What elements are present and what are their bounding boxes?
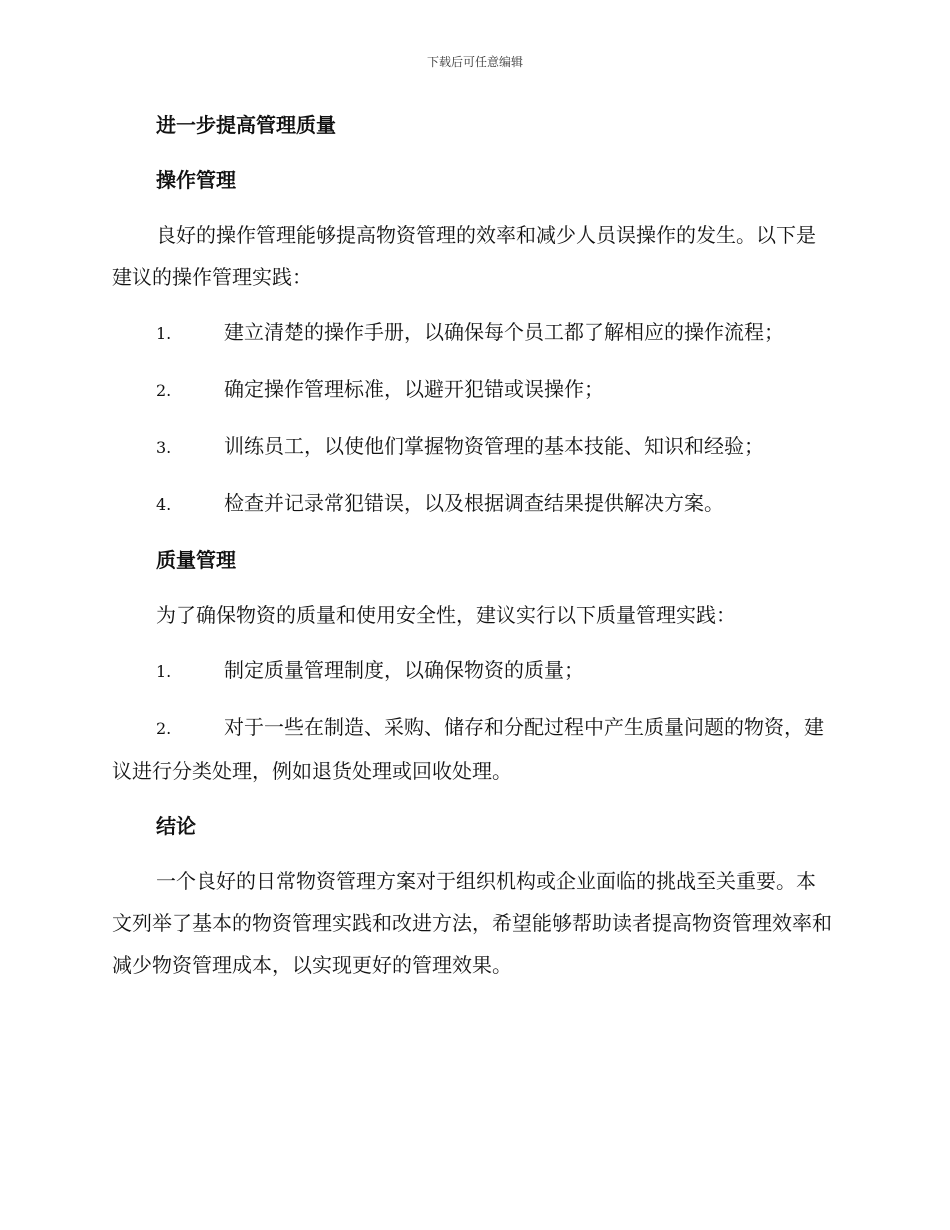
operations-heading: 操作管理: [156, 168, 236, 192]
quality-intro: 为了确保物资的质量和使用安全性，建议实行以下质量管理实践：: [156, 603, 736, 627]
list-item-text: 确定操作管理标准，以避开犯错或误操作；: [224, 377, 604, 401]
quality-heading: 质量管理: [156, 548, 236, 572]
list-item-number: 2.: [156, 719, 172, 738]
conclusion-text: 一个良好的日常物资管理方案对于组织机构或企业面临的挑战至关重要。本文列举了基本的物资管理实践和改进方法，希望能够帮助读者提高物资管理效率和减少物资管理成本，以实现更好的管理效果。: [112, 869, 832, 977]
list-item-text: 制定质量管理制度，以确保物资的质量；: [224, 658, 584, 682]
list-item-text: 建立清楚的操作手册，以确保每个员工都了解相应的操作流程；: [224, 320, 784, 344]
document-body: [112, 104, 832, 999]
list-item-text: 检查并记录常犯错误，以及根据调查结果提供解决方案。: [224, 491, 724, 515]
list-item-number: 4.: [156, 495, 172, 514]
list-item: [112, 482, 832, 526]
list-item-text: 训练员工，以使他们掌握物资管理的基本技能、知识和经验；: [224, 434, 764, 458]
list-item: [112, 368, 832, 412]
operations-intro: 良好的操作管理能够提高物资管理的效率和减少人员误操作的发生。以下是建议的操作管理实践：: [112, 223, 816, 289]
list-item: [112, 311, 832, 355]
list-item-number: 1.: [156, 662, 172, 681]
list-item-number: 2.: [156, 381, 172, 400]
page-header: 下载后可任意编辑: [426, 55, 523, 69]
list-item-text: 对于一些在制造、采购、储存和分配过程中产生质量问题的物资，建议进行分类处理，例如退货处理或回收处理。: [112, 715, 824, 783]
list-item-number: 3.: [156, 438, 172, 457]
conclusion-heading: 结论: [156, 814, 196, 838]
section-title: 进一步提高管理质量: [156, 113, 336, 137]
list-item: [112, 706, 832, 792]
list-item: [112, 425, 832, 469]
list-item-number: 1.: [156, 324, 172, 343]
list-item: [112, 649, 832, 693]
